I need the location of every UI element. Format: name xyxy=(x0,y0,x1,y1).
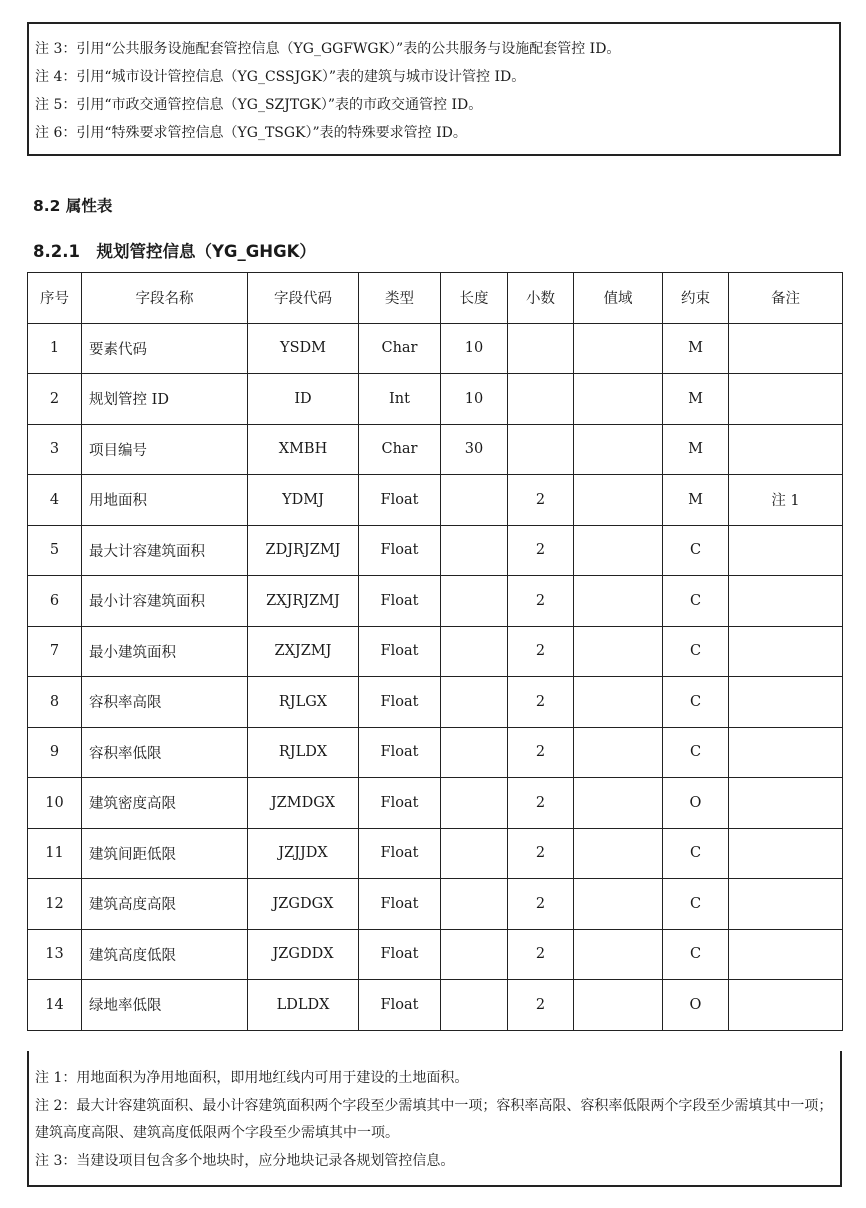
cell-type: Float xyxy=(359,727,441,778)
cell-constraint: C xyxy=(663,727,729,778)
cell-domain xyxy=(574,879,663,930)
cell-domain xyxy=(574,525,663,576)
cell-domain xyxy=(574,475,663,526)
cell-remark: 注 1 xyxy=(729,475,843,526)
cell-remark xyxy=(729,677,843,728)
cell-type: Float xyxy=(359,828,441,879)
cell-index: 13 xyxy=(28,929,82,980)
cell-remark xyxy=(729,323,843,374)
cell-decimal: 2 xyxy=(508,929,574,980)
cell-index: 2 xyxy=(28,374,82,425)
cell-decimal: 2 xyxy=(508,778,574,829)
cell-field-name: 绿地率低限 xyxy=(82,980,248,1031)
cell-remark xyxy=(729,929,843,980)
cell-decimal xyxy=(508,323,574,374)
cell-constraint: C xyxy=(663,576,729,627)
cell-length xyxy=(441,525,508,576)
cell-type: Float xyxy=(359,677,441,728)
header-decimal: 小数 xyxy=(508,273,574,324)
cell-length: 10 xyxy=(441,374,508,425)
header-constraint: 约束 xyxy=(663,273,729,324)
top-note-4: 注 4：引用“城市设计管控信息（YG_CSSJGK）”表的建筑与城市设计管控 ID。 xyxy=(35,69,526,85)
cell-field-name: 最小计容建筑面积 xyxy=(82,576,248,627)
cell-remark xyxy=(729,778,843,829)
cell-remark xyxy=(729,828,843,879)
cell-index: 3 xyxy=(28,424,82,475)
cell-type: Float xyxy=(359,525,441,576)
bottom-notes-box xyxy=(27,1051,842,1187)
cell-field-code: YDMJ xyxy=(248,475,359,526)
cell-domain xyxy=(574,323,663,374)
cell-domain xyxy=(574,626,663,677)
cell-field-code: JZMDGX xyxy=(248,778,359,829)
attribute-table xyxy=(27,272,843,1031)
header-field-code: 字段代码 xyxy=(248,273,359,324)
cell-type: Int xyxy=(359,374,441,425)
cell-domain xyxy=(574,980,663,1031)
cell-length xyxy=(441,475,508,526)
table-row xyxy=(28,929,843,980)
cell-length: 30 xyxy=(441,424,508,475)
cell-field-code: RJLDX xyxy=(248,727,359,778)
cell-constraint: M xyxy=(663,424,729,475)
cell-constraint: O xyxy=(663,778,729,829)
cell-constraint: C xyxy=(663,828,729,879)
cell-domain xyxy=(574,424,663,475)
top-note-3: 注 3：引用“公共服务设施配套管控信息（YG_GGFWGK）”表的公共服务与设施配套管控 ID。 xyxy=(35,41,621,57)
cell-remark xyxy=(729,727,843,778)
cell-decimal xyxy=(508,374,574,425)
cell-index: 7 xyxy=(28,626,82,677)
cell-type: Char xyxy=(359,424,441,475)
cell-constraint: C xyxy=(663,929,729,980)
cell-constraint: M xyxy=(663,323,729,374)
cell-field-name: 建筑间距低限 xyxy=(82,828,248,879)
header-remark: 备注 xyxy=(729,273,843,324)
cell-type: Float xyxy=(359,475,441,526)
cell-type: Float xyxy=(359,879,441,930)
cell-length xyxy=(441,879,508,930)
table-header-row xyxy=(28,273,843,324)
cell-constraint: M xyxy=(663,374,729,425)
cell-field-code: ZXJRJZMJ xyxy=(248,576,359,627)
cell-decimal: 2 xyxy=(508,525,574,576)
cell-length xyxy=(441,778,508,829)
cell-type: Float xyxy=(359,929,441,980)
cell-remark xyxy=(729,374,843,425)
section-heading: 8.2 属性表 xyxy=(33,197,113,215)
bottom-note-3: 注 3：当建设项目包含多个地块时，应分地块记录各规划管控信息。 xyxy=(35,1152,455,1169)
table-row xyxy=(28,980,843,1031)
cell-decimal: 2 xyxy=(508,576,574,627)
cell-length xyxy=(441,929,508,980)
subsection-heading: 8.2.1 规划管控信息（YG_GHGK） xyxy=(33,242,316,261)
cell-field-code: JZGDDX xyxy=(248,929,359,980)
cell-field-name: 规划管控 ID xyxy=(82,374,248,425)
cell-type: Float xyxy=(359,626,441,677)
cell-field-name: 建筑密度高限 xyxy=(82,778,248,829)
cell-field-name: 最大计容建筑面积 xyxy=(82,525,248,576)
cell-index: 1 xyxy=(28,323,82,374)
cell-length xyxy=(441,828,508,879)
table-row xyxy=(28,879,843,930)
cell-length: 10 xyxy=(441,323,508,374)
cell-field-name: 项目编号 xyxy=(82,424,248,475)
cell-remark xyxy=(729,980,843,1031)
cell-decimal xyxy=(508,424,574,475)
cell-domain xyxy=(574,727,663,778)
cell-decimal: 2 xyxy=(508,475,574,526)
table-row xyxy=(28,323,843,374)
table-row xyxy=(28,374,843,425)
table-row xyxy=(28,424,843,475)
cell-field-code: RJLGX xyxy=(248,677,359,728)
cell-constraint: C xyxy=(663,677,729,728)
cell-index: 8 xyxy=(28,677,82,728)
cell-index: 11 xyxy=(28,828,82,879)
cell-field-name: 容积率高限 xyxy=(82,677,248,728)
cell-index: 10 xyxy=(28,778,82,829)
cell-length xyxy=(441,677,508,728)
cell-decimal: 2 xyxy=(508,677,574,728)
table-row xyxy=(28,677,843,728)
cell-field-name: 要素代码 xyxy=(82,323,248,374)
header-field-name: 字段名称 xyxy=(82,273,248,324)
cell-index: 4 xyxy=(28,475,82,526)
cell-domain xyxy=(574,929,663,980)
cell-decimal: 2 xyxy=(508,828,574,879)
table-row xyxy=(28,828,843,879)
cell-remark xyxy=(729,424,843,475)
cell-decimal: 2 xyxy=(508,879,574,930)
cell-field-code: JZGDGX xyxy=(248,879,359,930)
cell-domain xyxy=(574,778,663,829)
cell-field-code: JZJJDX xyxy=(248,828,359,879)
cell-index: 6 xyxy=(28,576,82,627)
cell-field-name: 容积率低限 xyxy=(82,727,248,778)
bottom-note-2: 注 2：最大计容建筑面积、最小计容建筑面积两个字段至少需填其中一项；容积率高限、容积率低限两个字段至少需填其中一项；建筑高度高限、建筑高度低限两个字段至少需填其中一项。 xyxy=(35,1097,833,1141)
header-length: 长度 xyxy=(441,273,508,324)
table-row xyxy=(28,475,843,526)
cell-length xyxy=(441,980,508,1031)
table-row xyxy=(28,525,843,576)
cell-index: 14 xyxy=(28,980,82,1031)
table-row xyxy=(28,626,843,677)
cell-constraint: M xyxy=(663,475,729,526)
table-row xyxy=(28,778,843,829)
cell-remark xyxy=(729,626,843,677)
top-note-6: 注 6：引用“特殊要求管控信息（YG_TSGK）”表的特殊要求管控 ID。 xyxy=(35,125,467,141)
cell-field-code: XMBH xyxy=(248,424,359,475)
cell-constraint: O xyxy=(663,980,729,1031)
cell-index: 9 xyxy=(28,727,82,778)
cell-domain xyxy=(574,828,663,879)
cell-remark xyxy=(729,576,843,627)
cell-field-code: ID xyxy=(248,374,359,425)
cell-constraint: C xyxy=(663,525,729,576)
cell-length xyxy=(441,727,508,778)
cell-field-name: 建筑高度高限 xyxy=(82,879,248,930)
top-notes-box xyxy=(27,22,841,156)
cell-type: Float xyxy=(359,778,441,829)
cell-domain xyxy=(574,677,663,728)
table-row xyxy=(28,576,843,627)
cell-domain xyxy=(574,576,663,627)
cell-decimal: 2 xyxy=(508,727,574,778)
cell-type: Float xyxy=(359,980,441,1031)
cell-field-code: YSDM xyxy=(248,323,359,374)
cell-field-code: ZXJZMJ xyxy=(248,626,359,677)
cell-field-name: 用地面积 xyxy=(82,475,248,526)
bottom-note-1: 注 1：用地面积为净用地面积，即用地红线内可用于建设的土地面积。 xyxy=(35,1070,469,1086)
cell-constraint: C xyxy=(663,879,729,930)
cell-field-code: LDLDX xyxy=(248,980,359,1031)
cell-field-name: 最小建筑面积 xyxy=(82,626,248,677)
cell-index: 5 xyxy=(28,525,82,576)
cell-remark xyxy=(729,525,843,576)
cell-remark xyxy=(729,879,843,930)
cell-field-name: 建筑高度低限 xyxy=(82,929,248,980)
cell-type: Char xyxy=(359,323,441,374)
header-domain: 值域 xyxy=(574,273,663,324)
cell-length xyxy=(441,626,508,677)
cell-decimal: 2 xyxy=(508,980,574,1031)
table-row xyxy=(28,727,843,778)
top-note-5: 注 5：引用“市政交通管控信息（YG_SZJTGK）”表的市政交通管控 ID。 xyxy=(35,97,483,113)
cell-length xyxy=(441,576,508,627)
header-type: 类型 xyxy=(359,273,441,324)
cell-decimal: 2 xyxy=(508,626,574,677)
cell-domain xyxy=(574,374,663,425)
cell-constraint: C xyxy=(663,626,729,677)
cell-field-code: ZDJRJZMJ xyxy=(248,525,359,576)
cell-index: 12 xyxy=(28,879,82,930)
table-body xyxy=(28,323,843,1030)
cell-type: Float xyxy=(359,576,441,627)
header-index: 序号 xyxy=(28,273,82,324)
